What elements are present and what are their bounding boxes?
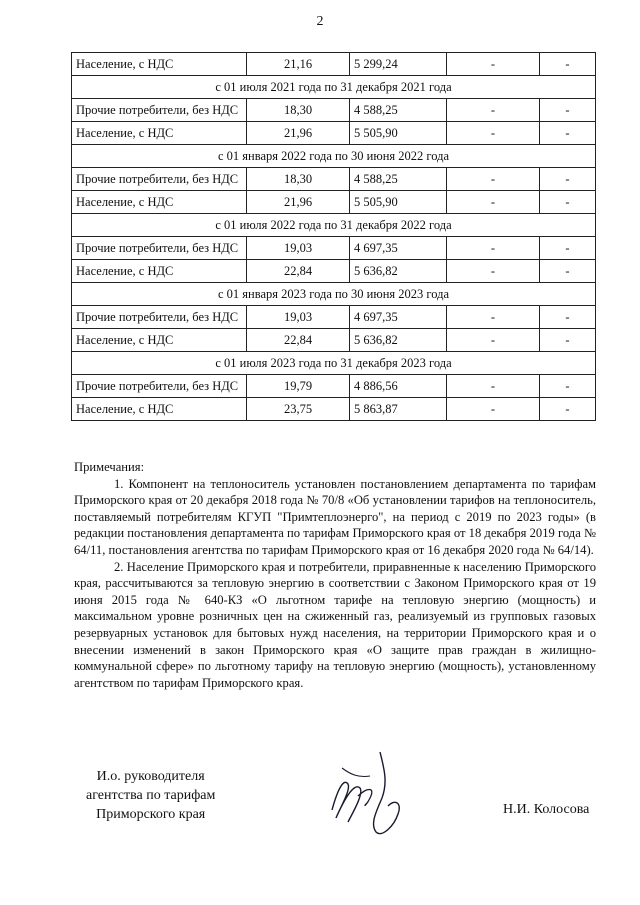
tariff-value-cell: 4 588,25 (350, 99, 447, 122)
note-2: 2. Население Приморского края и потребители, приравненные к населению Приморского края, рассчитываются за тепловую энергию в соответствии с Законом Приморского края от 19 июня 2015 года № 640-КЗ «О льготном тарифе на тепловую энергию (мощность) и максимальном уровне розничных цен на сжиженный газ, реализуемый из групповых газовых резервуарных установок для бытовых нужд населения, на территории Приморского края и о внесении изменений в закон Приморского края «О защите прав граждан в жилищно-коммунальной сфере» по льготному тарифу на тепловую энергию (мощность), установленному агентством по тарифам Приморского края. (74, 559, 596, 690)
consumer-cell: Население, с НДС (72, 398, 247, 421)
tariff-value-cell: 19,03 (247, 237, 350, 260)
consumer-cell: Население, с НДС (72, 260, 247, 283)
tariff-value-cell: 5 505,90 (350, 191, 447, 214)
tariff-value-cell: 4 588,25 (350, 168, 447, 191)
consumer-cell: Население, с НДС (72, 191, 247, 214)
dash-cell: - (447, 53, 540, 76)
tariff-table-body (72, 53, 596, 421)
dash-cell: - (540, 237, 596, 260)
period-label: с 01 июля 2022 года по 31 декабря 2022 года (72, 214, 596, 237)
signer-title (86, 767, 215, 824)
table-row (72, 53, 596, 76)
dash-cell: - (540, 375, 596, 398)
tariff-value-cell: 22,84 (247, 260, 350, 283)
table-row (72, 237, 596, 260)
dash-cell: - (540, 398, 596, 421)
tariff-value-cell: 5 636,82 (350, 329, 447, 352)
table-row (72, 329, 596, 352)
note-1: 1. Компонент на теплоноситель установлен постановлением департамента по тарифам Приморского края от 20 декабря 2018 года № 70/8 «Об установлении тарифов на теплоноситель, поставляемый потребителям КГУП "Примтеплоэнерго", на период с 2019 по 2023 годы» (в редакции постановления департамента по тарифам Приморского края от 18 декабря 2019 года № 64/11, постановления агентства по тарифам Приморского края от 16 декабря 2020 года № 64/14). (74, 476, 596, 557)
tariff-value-cell: 4 697,35 (350, 306, 447, 329)
table-row (72, 99, 596, 122)
consumer-cell: Прочие потребители, без НДС (72, 306, 247, 329)
tariff-value-cell: 5 863,87 (350, 398, 447, 421)
tariff-value-cell: 4 886,56 (350, 375, 447, 398)
dash-cell: - (447, 237, 540, 260)
tariff-value-cell: 18,30 (247, 99, 350, 122)
dash-cell: - (540, 122, 596, 145)
signer-title-line: Приморского края (96, 807, 206, 822)
tariff-value-cell: 4 697,35 (350, 237, 447, 260)
tariff-value-cell: 5 299,24 (350, 53, 447, 76)
notes-heading: Примечания: (74, 460, 145, 474)
consumer-cell: Прочие потребители, без НДС (72, 375, 247, 398)
tariff-value-cell: 21,96 (247, 191, 350, 214)
tariff-value-cell: 21,16 (247, 53, 350, 76)
signer-name: Н.И. Колосова (503, 802, 590, 817)
table-row (72, 168, 596, 191)
signer-title-line: И.о. руководителя (96, 769, 205, 784)
consumer-cell: Прочие потребители, без НДС (72, 237, 247, 260)
dash-cell: - (540, 168, 596, 191)
period-header-row (72, 283, 596, 306)
dash-cell: - (540, 260, 596, 283)
dash-cell: - (447, 375, 540, 398)
period-label: с 01 января 2023 года по 30 июня 2023 года (72, 283, 596, 306)
dash-cell: - (447, 260, 540, 283)
dash-cell: - (540, 191, 596, 214)
tariff-table (71, 52, 596, 421)
dash-cell: - (540, 306, 596, 329)
consumer-cell: Население, с НДС (72, 329, 247, 352)
dash-cell: - (447, 99, 540, 122)
table-row (72, 122, 596, 145)
table-row (72, 306, 596, 329)
consumer-cell: Прочие потребители, без НДС (72, 168, 247, 191)
consumer-cell: Прочие потребители, без НДС (72, 99, 247, 122)
table-row (72, 375, 596, 398)
period-header-row (72, 76, 596, 99)
dash-cell: - (447, 329, 540, 352)
tariff-value-cell: 5 505,90 (350, 122, 447, 145)
period-header-row (72, 214, 596, 237)
tariff-value-cell: 21,96 (247, 122, 350, 145)
table-row (72, 398, 596, 421)
period-label: с 01 июля 2023 года по 31 декабря 2023 года (72, 352, 596, 375)
handwritten-signature (318, 748, 418, 840)
consumer-cell: Население, с НДС (72, 122, 247, 145)
dash-cell: - (447, 398, 540, 421)
dash-cell: - (540, 329, 596, 352)
dash-cell: - (447, 191, 540, 214)
period-label: с 01 июля 2021 года по 31 декабря 2021 года (72, 76, 596, 99)
period-header-row (72, 145, 596, 168)
tariff-value-cell: 19,03 (247, 306, 350, 329)
dash-cell: - (540, 53, 596, 76)
tariff-value-cell: 23,75 (247, 398, 350, 421)
tariff-value-cell: 19,79 (247, 375, 350, 398)
dash-cell: - (447, 168, 540, 191)
dash-cell: - (447, 306, 540, 329)
table-row (72, 191, 596, 214)
period-label: с 01 января 2022 года по 30 июня 2022 года (72, 145, 596, 168)
tariff-value-cell: 22,84 (247, 329, 350, 352)
table-row (72, 260, 596, 283)
tariff-value-cell: 5 636,82 (350, 260, 447, 283)
period-header-row (72, 352, 596, 375)
consumer-cell: Население, с НДС (72, 53, 247, 76)
page-number: 2 (316, 14, 324, 29)
tariff-value-cell: 18,30 (247, 168, 350, 191)
notes-section (74, 459, 596, 691)
dash-cell: - (447, 122, 540, 145)
signer-title-line: агентства по тарифам (86, 788, 216, 803)
dash-cell: - (540, 99, 596, 122)
